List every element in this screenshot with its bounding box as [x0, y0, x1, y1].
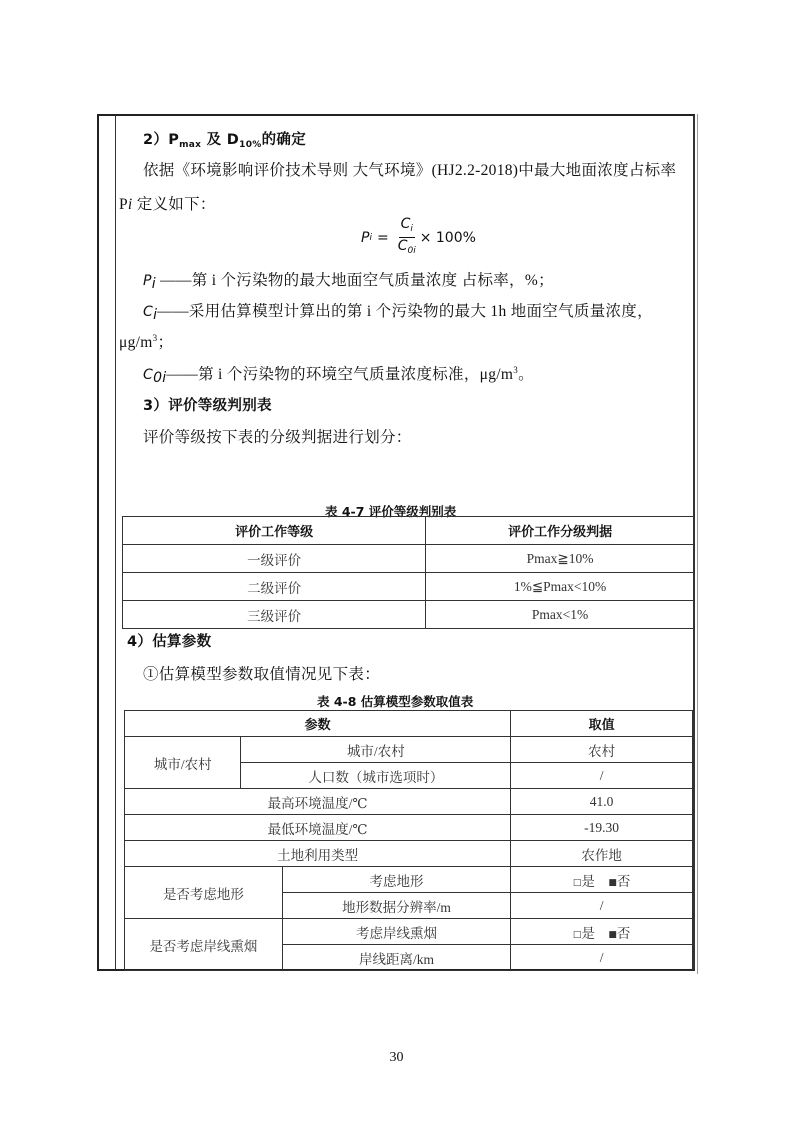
table-row	[125, 789, 693, 815]
text: ——第 i 个污染物的最大地面空气质量浓度 占标率，%；	[155, 272, 554, 289]
text: P	[143, 273, 152, 289]
table-row	[123, 545, 695, 573]
cell: 土地利用类型	[125, 841, 511, 867]
content-area	[117, 116, 693, 969]
option-label: 否	[616, 873, 631, 889]
cell: 最高环境温度/℃	[125, 789, 511, 815]
text: C	[143, 367, 154, 383]
formula-numerator	[399, 216, 415, 238]
table-row	[125, 737, 693, 763]
formula-denominator	[398, 238, 416, 259]
text: 0i	[407, 246, 416, 256]
checkbox-checked-icon[interactable]: ■	[608, 929, 617, 940]
checkbox-cell	[511, 867, 693, 893]
table-header-row	[125, 711, 693, 737]
table-row	[125, 841, 693, 867]
cell: Pmax<1%	[426, 601, 695, 629]
text: i	[153, 307, 158, 323]
page-number: 30	[389, 1050, 404, 1065]
cell: 城市/农村	[241, 737, 511, 763]
formula-times: × 100%	[419, 229, 476, 246]
heading-text: 的确定	[261, 132, 306, 148]
option-label: 否	[616, 925, 631, 941]
table-4-8-caption: 表 4-8 估算模型参数取值表	[317, 694, 474, 709]
option-label: 是	[581, 925, 595, 941]
formula-lhs-sub: i	[369, 232, 372, 243]
frame-left-rule	[115, 116, 116, 969]
table-row	[125, 815, 693, 841]
cell: 1%≦Pmax<10%	[426, 573, 695, 601]
checkbox-checked-icon[interactable]: ■	[608, 877, 617, 888]
header-cell: 评价工作等级	[123, 517, 426, 545]
cell: 最低环境温度/℃	[125, 815, 511, 841]
cell: /	[511, 763, 693, 789]
text: i	[410, 224, 413, 234]
text: i	[151, 276, 156, 292]
heading-text: 2）P	[143, 132, 180, 148]
checkbox-cell	[511, 919, 693, 945]
header-cell: 取值	[511, 711, 693, 737]
table-row	[125, 867, 693, 893]
table-4-7-caption: 表 4-7 评价等级判别表	[325, 504, 457, 519]
heading-text: 及 D	[201, 132, 240, 148]
table-header-row	[123, 517, 695, 545]
page-frame	[97, 114, 695, 971]
cell: 地形数据分辨率/m	[282, 893, 510, 919]
group-cell: 是否考虑岸线熏烟	[125, 919, 283, 971]
text: C	[143, 304, 154, 320]
text: C	[397, 238, 408, 254]
text: 0i	[153, 370, 167, 386]
section4-heading: 4）估算参数	[127, 634, 212, 650]
heading-sub: max	[179, 140, 202, 150]
cell: 三级评价	[123, 601, 426, 629]
section2-paragraph-line2	[119, 192, 216, 214]
estimation-params-table	[124, 710, 693, 971]
cell: 一级评价	[123, 545, 426, 573]
checkbox-unchecked-icon[interactable]: □	[572, 929, 582, 940]
definition-ci	[143, 299, 653, 323]
group-cell: 是否考虑地形	[125, 867, 283, 919]
cell: /	[511, 945, 693, 971]
group-cell: 城市/农村	[125, 737, 241, 789]
cell: 人口数（城市选项时）	[241, 763, 511, 789]
cell: 农村	[511, 737, 693, 763]
section2-heading	[143, 128, 306, 150]
table-row	[125, 919, 693, 945]
formula-equals: =	[376, 229, 389, 246]
text: ——第 i 个污染物的环境空气质量浓度标准，μg/m	[166, 366, 514, 383]
grading-table	[122, 516, 695, 629]
text: P	[119, 196, 128, 213]
header-cell: 参数	[125, 711, 511, 737]
text: 。	[518, 366, 534, 383]
cell: -19.30	[511, 815, 693, 841]
section3-heading: 3）评价等级判别表	[143, 398, 272, 414]
checkbox-unchecked-icon[interactable]: □	[572, 877, 582, 888]
text: μg/m	[119, 334, 153, 351]
text: i	[127, 196, 133, 213]
cell: 考虑岸线熏烟	[282, 919, 510, 945]
definition-c0i	[143, 362, 534, 386]
header-cell: 评价工作分级判据	[426, 517, 695, 545]
cell: 岸线距离/km	[282, 945, 510, 971]
text: C	[400, 216, 411, 232]
heading-sub: 10%	[239, 140, 262, 150]
cell: 二级评价	[123, 573, 426, 601]
text: ；	[157, 334, 174, 351]
text: 定义如下：	[132, 196, 216, 213]
text: ——采用估算模型计算出的第 i 个污染物的最大 1h 地面空气质量浓度，	[157, 303, 653, 320]
definition-pi	[143, 268, 554, 292]
cell: 41.0	[511, 789, 693, 815]
definition-ci-unit	[119, 330, 173, 352]
section4-paragraph: ①估算模型参数取值情况见下表：	[143, 666, 381, 683]
section3-paragraph: 评价等级按下表的分级判据进行划分：	[143, 429, 412, 446]
option-label: 是	[581, 873, 595, 889]
pi-formula	[361, 216, 476, 259]
table-row	[123, 573, 695, 601]
cell: 考虑地形	[282, 867, 510, 893]
formula-fraction	[398, 216, 416, 259]
text: 3	[513, 365, 519, 375]
cell: Pmax≧10%	[426, 545, 695, 573]
cell: /	[511, 893, 693, 919]
section2-paragraph-line1: 依据《环境影响评价技术导则 大气环境》(HJ2.2-2018)中最大地面浓度占标率	[143, 162, 677, 179]
formula-lhs: P	[361, 229, 370, 246]
table-row	[123, 601, 695, 629]
text: 3	[152, 333, 158, 343]
cell: 农作地	[511, 841, 693, 867]
